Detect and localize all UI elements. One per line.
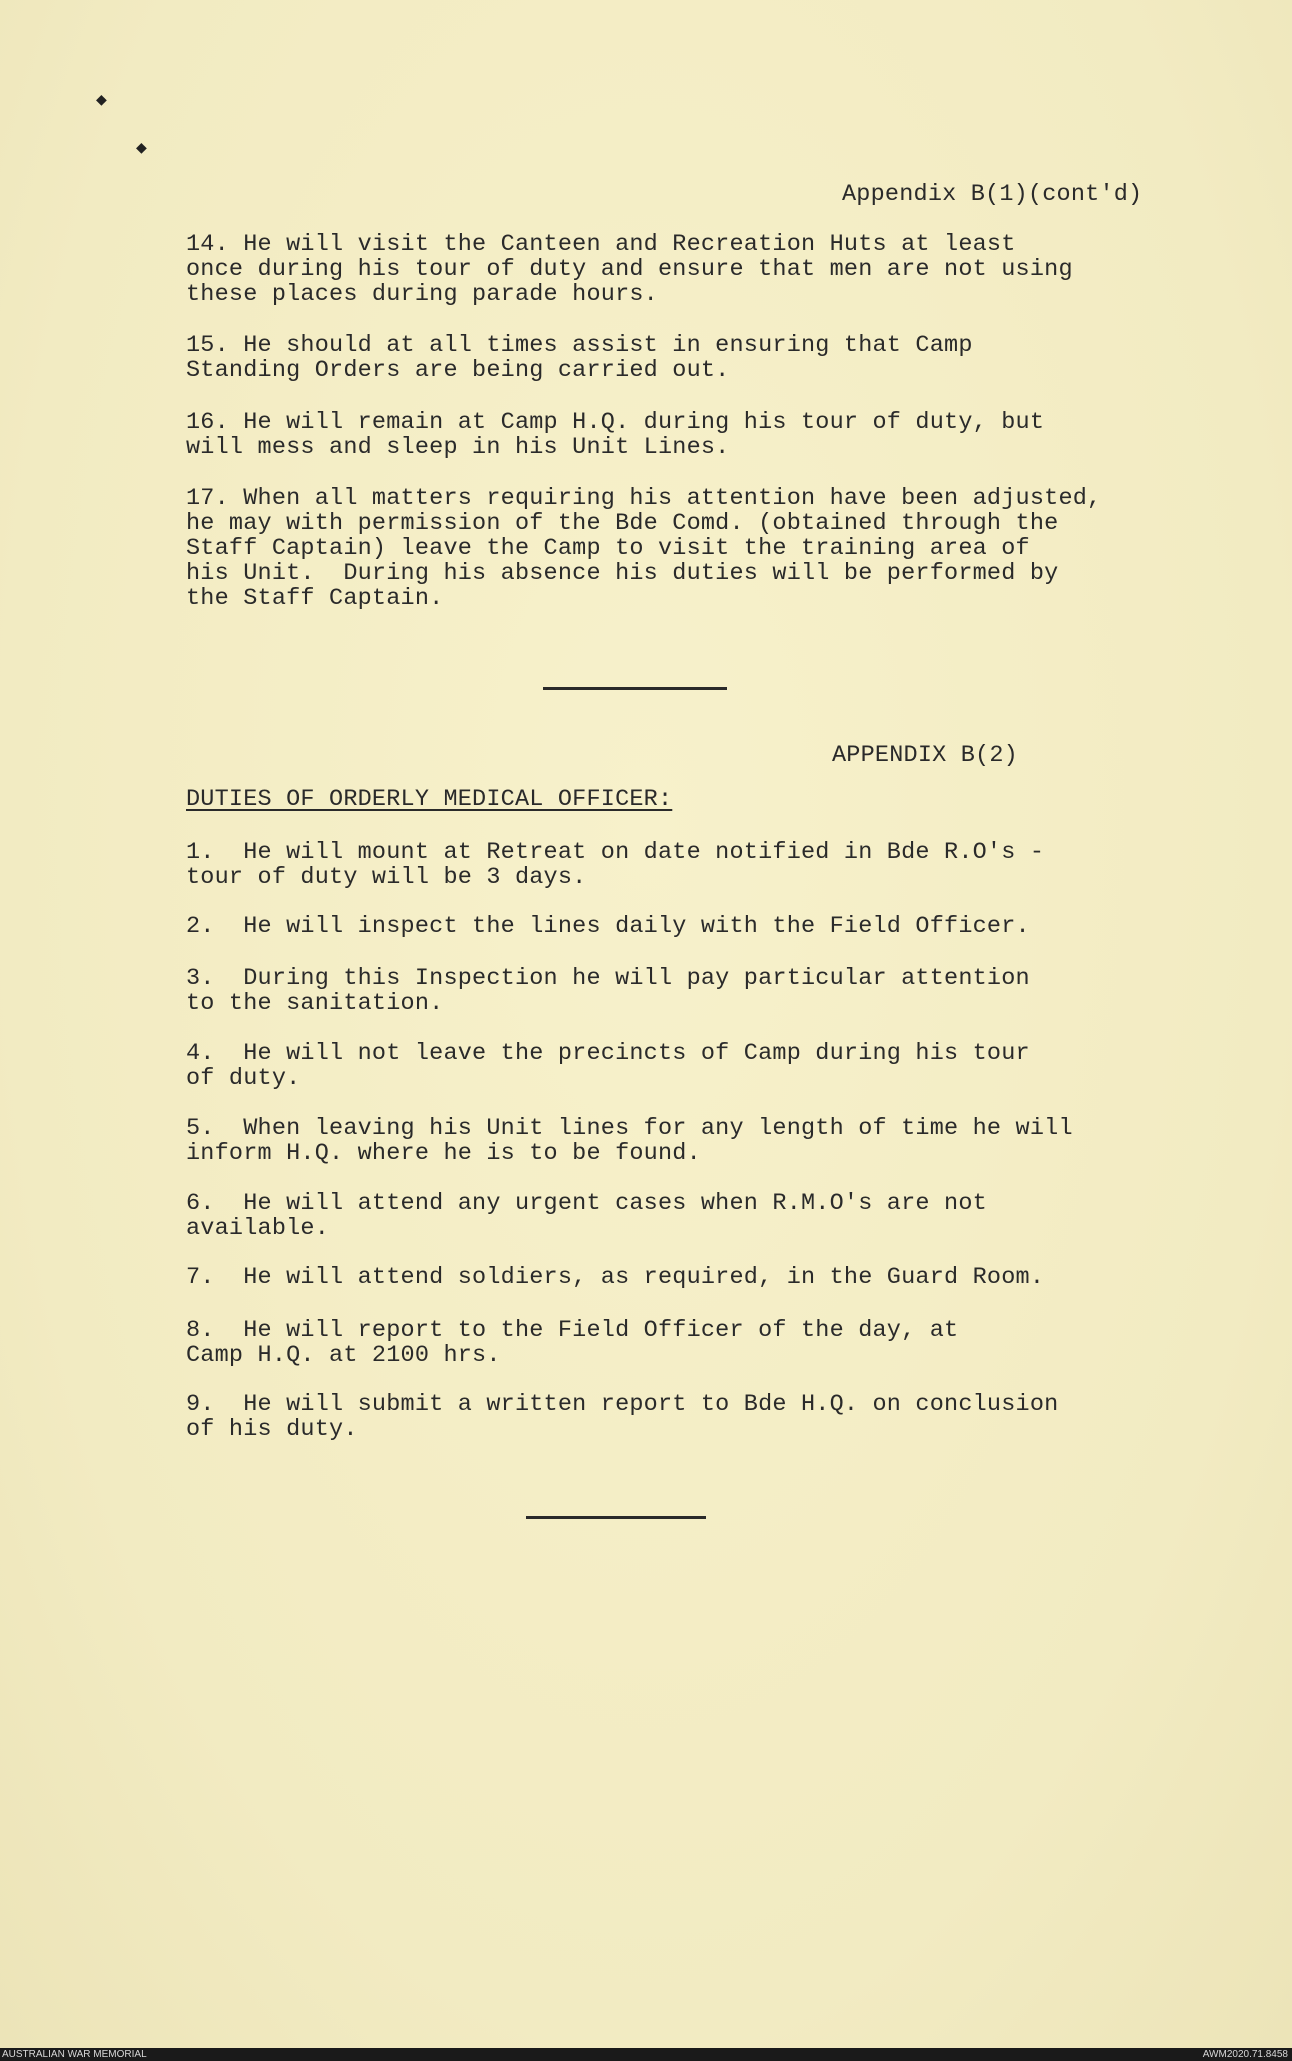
section1-item-15 [186,333,973,383]
appendix-b2-label: APPENDIX B(2) [832,742,1018,769]
text-line: 14. He will visit the Canteen and Recreation Huts at least [186,231,1016,258]
text-line: 4. He will not leave the precincts of Camp during his tour [186,1040,1030,1067]
text-line: of his duty. [186,1416,358,1443]
appendix-b1-cont-label: Appendix B(1)(cont'd) [842,181,1143,208]
footer-archive-name: AUSTRALIAN WAR MEMORIAL [2,2049,147,2060]
text-line: the Staff Captain. [186,585,444,612]
section-divider-rule [543,687,727,690]
text-line: 17. When all matters requiring his attention have been adjusted, [186,485,1102,512]
section2-item-9 [186,1392,1058,1442]
section2-item-7 [186,1265,1044,1290]
text-line: 6. He will attend any urgent cases when R.M.O's are not [186,1190,987,1217]
section1-item-14 [186,232,1073,307]
text-line: his Unit. During his absence his duties will be performed by [186,560,1059,587]
text-line: Camp H.Q. at 2100 hrs. [186,1342,501,1369]
text-line: Standing Orders are being carried out. [186,357,730,384]
closing-divider-rule [526,1516,706,1519]
section2-item-6 [186,1191,987,1241]
section-heading: DUTIES OF ORDERLY MEDICAL OFFICER: [186,786,673,813]
text-line: 15. He should at all times assist in ensuring that Camp [186,332,973,359]
text-line: 7. He will attend soldiers, as required, in the Guard Room. [186,1264,1045,1291]
text-line: these places during parade hours. [186,281,658,308]
text-line: inform H.Q. where he is to be found. [186,1140,701,1167]
section2-item-4 [186,1041,1030,1091]
text-line: 3. During this Inspection he will pay particular attention [186,965,1030,992]
text-line: 9. He will submit a written report to Bde H.Q. on conclusion [186,1391,1059,1418]
section2-item-8 [186,1318,958,1368]
text-line: 8. He will report to the Field Officer of the day, at [186,1317,959,1344]
text-line: available. [186,1215,330,1242]
section2-item-2 [186,914,1030,939]
punch-hole-mark: ◆ [136,139,147,159]
punch-hole-mark: ◆ [96,91,107,111]
text-line: 1. He will mount at Retreat on date notified in Bde R.O's - [186,839,1045,866]
footer-accession-number: AWM2020.71.8458 [1202,2049,1288,2060]
text-line: tour of duty will be 3 days. [186,864,587,891]
text-line: of duty. [186,1065,301,1092]
section1-item-17 [186,486,1101,611]
section2-item-1 [186,840,1044,890]
section1-item-16 [186,410,1044,460]
section2-item-3 [186,966,1030,1016]
text-line: Staff Captain) leave the Camp to visit the training area of [186,535,1030,562]
text-line: he may with permission of the Bde Comd. (obtained through the [186,510,1059,537]
text-line: 5. When leaving his Unit lines for any length of time he will [186,1115,1073,1142]
text-line: will mess and sleep in his Unit Lines. [186,434,730,461]
text-line: to the sanitation. [186,990,444,1017]
text-line: 2. He will inspect the lines daily with the Field Officer. [186,913,1030,940]
text-line: once during his tour of duty and ensure that men are not using [186,256,1073,283]
text-line: 16. He will remain at Camp H.Q. during his tour of duty, but [186,409,1045,436]
section2-item-5 [186,1116,1073,1166]
